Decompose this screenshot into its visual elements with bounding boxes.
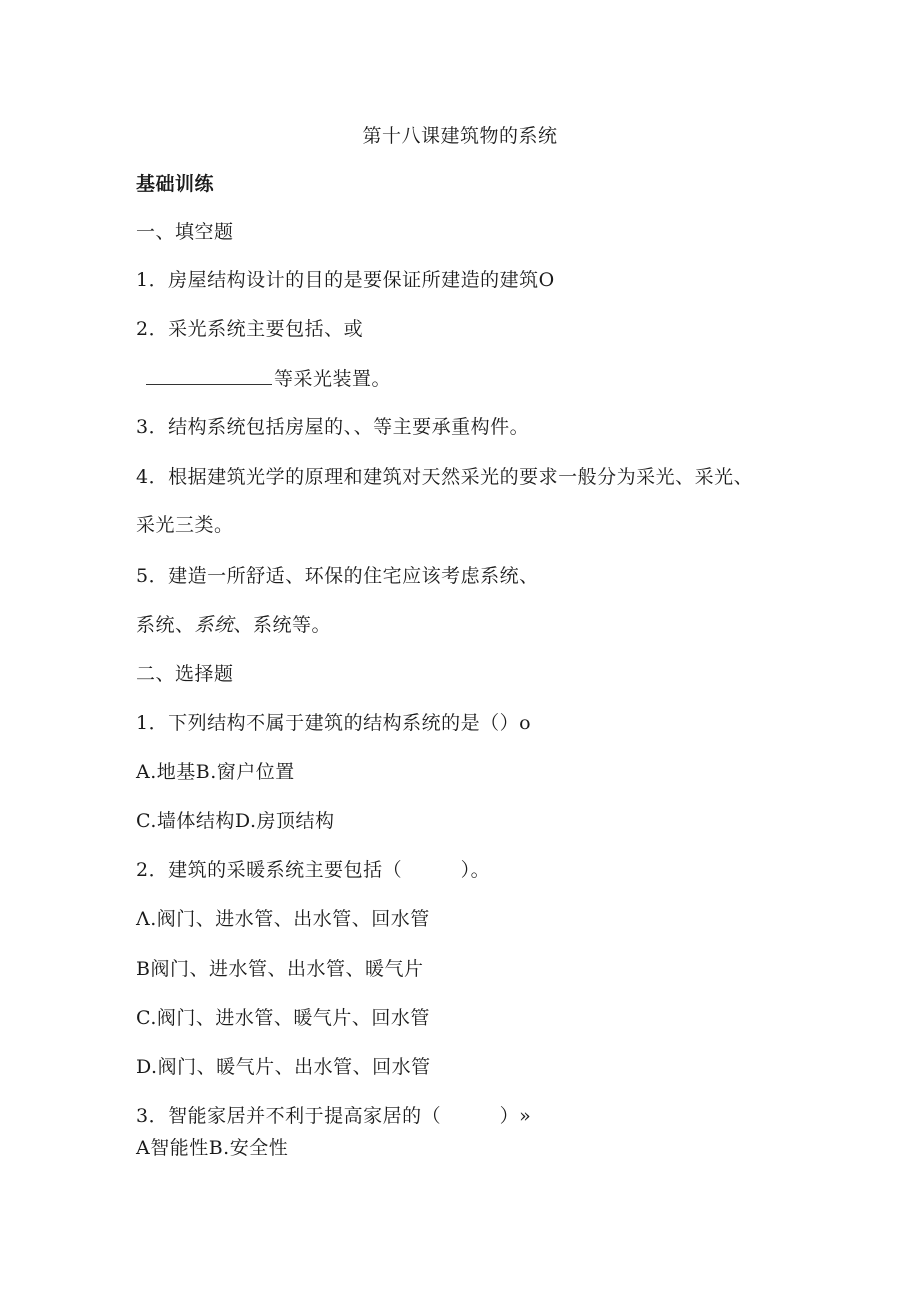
fill-blank-question-1: 1．房屋结构设计的目的是要保证所建造的建筑O xyxy=(136,269,555,291)
section-heading: 基础训练 xyxy=(136,173,215,195)
choice-heading: 二、选择题 xyxy=(136,663,234,685)
choice-question-2-option-c: C.阀门、进水管、暖气片、回水管 xyxy=(136,1007,430,1029)
choice-question-1-options-ab: A.地基B.窗户位置 xyxy=(136,761,295,783)
fill-blank-question-5-continued xyxy=(136,613,331,637)
fill-blank-question-5: 5．建造一所舒适、环保的住宅应该考虑系统、 xyxy=(136,565,539,587)
choice-question-3: 3．智能家居并不利于提高家居的（ ）» xyxy=(136,1105,532,1127)
fill-blank-question-2-continued xyxy=(146,366,391,391)
answer-blank xyxy=(146,366,272,385)
fill-blank-question-2: 2．采光系统主要包括、或 xyxy=(136,318,364,340)
fill-blank-heading: 一、填空题 xyxy=(136,221,234,243)
choice-question-2: 2．建筑的采暖系统主要包括（ ）。 xyxy=(136,859,491,881)
question-5-part-b: 系统 xyxy=(194,614,234,636)
fill-blank-question-3: 3．结构系统包括房屋的、、等主要承重构件。 xyxy=(136,416,530,438)
fill-blank-question-4: 4．根据建筑光学的原理和建筑对天然采光的要求一般分为采光、采光、 xyxy=(136,466,754,488)
question-5-part-c: 、系统等。 xyxy=(233,614,332,636)
question-2-suffix: 等采光装置。 xyxy=(274,368,392,390)
choice-question-1: 1．下列结构不属于建筑的结构系统的是（）o xyxy=(136,712,532,734)
question-5-part-a: 系统、 xyxy=(136,614,195,636)
page-title: 第十八课建筑物的系统 xyxy=(362,125,558,147)
fill-blank-question-4-continued: 采光三类。 xyxy=(136,514,234,536)
choice-question-3-options-ab: A智能性B.安全性 xyxy=(136,1137,289,1159)
choice-question-2-option-b: B阀门、进水管、出水管、暖气片 xyxy=(136,958,424,980)
choice-question-2-option-a: Λ.阀门、进水管、出水管、回水管 xyxy=(136,908,430,930)
choice-question-2-option-d: D.阀门、暖气片、出水管、回水管 xyxy=(136,1056,431,1078)
choice-question-1-options-cd: C.墙体结构D.房顶结构 xyxy=(136,810,335,832)
